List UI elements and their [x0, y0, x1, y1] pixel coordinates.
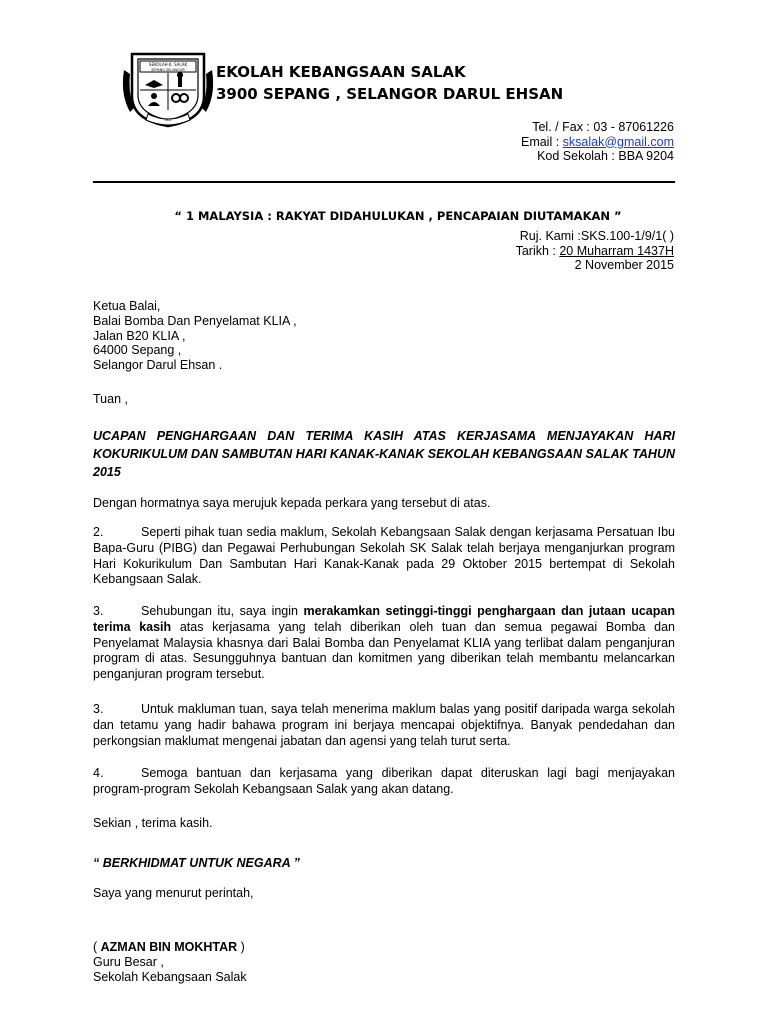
paragraph-text: Seperti pihak tuan sedia maklum, Sekolah Kebangsaan Salak dengan kerjasama Persatuan Ibu Bapa-Guru (PIBG) dan Pegawai Perhubungan Sekolah SK Salak telah berjaya menganjurkan program Hari Kokurikulum Dan Sambutan Hari Kanak-Kanak pada 29 Oktober 2015 bertempat di Sekolah Kebangsaan Salak. [93, 525, 675, 587]
signer-name-line [93, 940, 247, 955]
closing-line: Saya yang menurut perintah, [93, 886, 254, 900]
crest-top-text: SEKOLAH K. SALAK [148, 62, 188, 67]
header-divider [93, 181, 675, 183]
recipient-line: 64000 Sepang , [93, 343, 182, 358]
name-paren-open: ( [93, 940, 101, 954]
reference-block [374, 229, 674, 273]
school-name: EKOLAH KEBANGSAAN SALAK [216, 63, 466, 81]
signer-title: Guru Besar , [93, 954, 164, 969]
email-line [374, 135, 674, 150]
recipient-line: Ketua Balai, [93, 299, 161, 313]
signoff-motto: “ BERKHIDMAT UNTUK NEGARA ” [93, 856, 300, 870]
phone-fax: Tel. / Fax : 03 - 87061226 [532, 120, 674, 134]
date-hijri-line [374, 244, 674, 259]
paragraph-emphasis: merakamkan setinggi-tinggi penghargaan dan jutaan ucapan terima kasih [93, 604, 675, 634]
paragraph-text: Untuk makluman tuan, saya telah menerima maklum balas yang positif daripada warga sekolah dan tetamu yang hadir bahawa program ini berjaya mencapai objektifnya. Banyak pendedahan dan perkongsian maklumat mengenai jabatan dan agensi yang telah turut serta. [93, 702, 675, 748]
school-address: 3900 SEPANG , SELANGOR DARUL EHSAN [216, 85, 564, 103]
signer-name: AZMAN BIN MOKHTAR [100, 940, 238, 954]
signer-block [93, 940, 247, 984]
email-link[interactable]: sksalak@gmail.com [562, 134, 674, 149]
paragraph-5 [93, 766, 675, 798]
paragraph-2 [93, 525, 675, 588]
recipient-line: Balai Bomba Dan Penyelamat KLIA , [93, 313, 297, 328]
school-crest-logo [118, 50, 218, 128]
paragraph-4 [93, 702, 675, 749]
signer-school: Sekolah Kebangsaan Salak [93, 969, 247, 984]
school-code: Kod Sekolah : BBA 9204 [537, 149, 674, 163]
paragraph-number: 4. [93, 766, 104, 780]
paragraph-text: Semoga bantuan dan kerjasama yang diberikan dapat diteruskan lagi bagi menjayakan program-program Sekolah Kebangsaan Salak yang akan datang. [93, 766, 675, 796]
crest-sub-text: SEPANG SELANGOR [151, 68, 185, 72]
thanks-line: Sekian , terima kasih. [93, 816, 213, 830]
paragraph-text: Sehubungan itu, saya ingin [141, 604, 304, 618]
reference-number: Ruj. Kami :SKS.100-1/9/1( ) [519, 229, 674, 243]
salutation: Tuan , [93, 392, 128, 406]
paragraph-text: atas kerjasama yang telah diberikan oleh tuan dan semua pegawai Bomba dan Penyelamat Malaysia khasnya dari Balai Bomba dan Penyelamat KLIA yang terlibat dalam penganjuran program di atas. Sesungguhnya bantuan dan komitmen yang diberikan telah membantu melancarkan penganjuran program tersebut. [93, 619, 675, 682]
recipient-line: Selangor Darul Ehsan . [93, 358, 223, 373]
letter-subject: UCAPAN PENGHARGAAN DAN TERIMA KASIH ATAS KERJASAMA MENJAYAKAN HARI KOKURIKULUM DAN SAMBUTAN HARI KANAK-KANAK SEKOLAH KEBANGSAAN SALAK TAHUN 2015 [93, 429, 675, 479]
intro-paragraph: Dengan hormatnya saya merujuk kepada perkara yang tersebut di atas. [93, 496, 491, 510]
date-masihi: 2 November 2015 [574, 258, 674, 272]
email-label: Email : [520, 134, 563, 149]
date-hijri: 20 Muharram 1437H [559, 243, 674, 258]
paragraph-number: 3. [93, 604, 104, 618]
paragraph-number: 3. [93, 702, 104, 716]
crest-bottom-text: SKS [164, 118, 172, 122]
national-motto: “ 1 MALAYSIA : RAKYAT DIDAHULUKAN , PENCAPAIAN DIUTAMAKAN ” [174, 209, 622, 223]
recipient-line: Jalan B20 KLIA , [93, 328, 186, 343]
paragraph-3 [93, 604, 675, 683]
name-paren-close: ) [237, 940, 245, 954]
paragraph-number: 2. [93, 525, 104, 539]
contact-block [374, 120, 674, 164]
date-label: Tarikh : [515, 243, 560, 258]
recipient-address [93, 299, 297, 373]
